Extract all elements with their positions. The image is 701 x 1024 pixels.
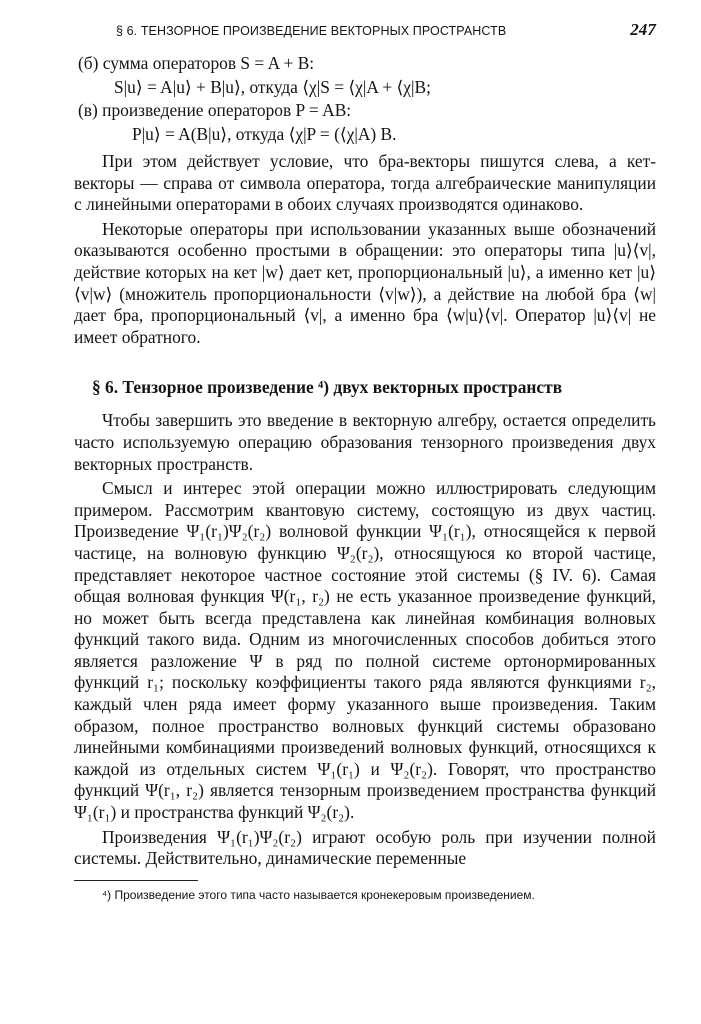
- paragraph-two-particle-example: Смысл и интерес этой операции можно иллюстрировать следующим примером. Рассмотрим квантовую систему, состоящую из двух частиц. Произведение Ψ₁(r₁)Ψ₂(r₂) волновой функции Ψ₁(r₁), относящейся к первой частице, на волновую функцию Ψ₂(r₂), относящуюся ко второй частице, представляет некоторое частное состояние этой системы (§ IV. 6). Самая общая волновая функция Ψ(r₁, r₂) не есть указанное произведение функций, но может быть всегда представлена как линейная комбинация волновых функций такого вида. Одним из многочисленных способов добиться этого является разложение Ψ в ряд по полной системе ортонормированных функций r₁; поскольку коэффициенты такого ряда являются функциями r₂, каждый член ряда имеет форму указанного выше произведения. Таким образом, полное пространство волновых функций системы образовано линейными комбинациями произведений волновых функций, относящихся к каждой из отдельных систем Ψ₁(r₁) и Ψ₂(r₂). Говорят, что пространство функций Ψ(r₁, r₂) является тензорным произведением пространства функций Ψ₁(r₁) и пространства функций Ψ₂(r₂).: [74, 478, 656, 823]
- section-heading: § 6. Тензорное произведение ⁴) двух векторных пространств: [92, 377, 563, 398]
- formula-item-b: (б) сумма операторов S = A + B:: [78, 53, 315, 73]
- running-head-title: § 6. ТЕНЗОРНОЕ ПРОИЗВЕДЕНИЕ ВЕКТОРНЫХ ПРОСТРАНСТВ: [116, 24, 507, 38]
- running-head: [74, 16, 656, 42]
- formula-product-equation: P|u⟩ = A(B|u⟩, откуда ⟨χ|P = (⟨χ|A) B.: [132, 123, 397, 144]
- paragraph-intro-tensor-product: Чтобы завершить это введение в векторную алгебру, остается определить часто используемую операцию образования тензорного произведения двух векторных пространств.: [74, 410, 656, 474]
- page-number: 247: [630, 20, 656, 39]
- formula-sum-equation: S|u⟩ = A|u⟩ + B|u⟩, откуда ⟨χ|S = ⟨χ|A + ⟨χ|B;: [114, 76, 431, 97]
- formula-item-c: (в) произведение операторов P = AB:: [78, 100, 352, 120]
- footnote: ⁴) Произведение этого типа часто называется кронекеровым произведением.: [102, 887, 535, 902]
- paragraph-bra-ket-rule: При этом действует условие, что бра-векторы пишутся слева, а кет-векторы — справа от символа оператора, тогда алгебраические манипуляции с линейными операторами в обоих случаях производятся одинаково.: [74, 151, 656, 215]
- paragraph-products-role: Произведения Ψ₁(r₁)Ψ₂(r₂) играют особую роль при изучении полной системы. Действительно, динамические переменные: [74, 826, 656, 869]
- operator-formulas: [74, 52, 656, 146]
- paragraph-simple-operators: Некоторые операторы при использовании указанных выше обозначений оказываются особенно простыми в обращении: это операторы типа |u⟩⟨v|, действие которых на кет |w⟩ дает кет, пропорциональный |u⟩, а именно кет |u⟩⟨v|w⟩ (множитель пропорциональности ⟨v|w⟩), а действие на любой бра ⟨w| дает бра, пропорциональный ⟨v|, а именно бра ⟨w|u⟩⟨v|. Оператор |u⟩⟨v| не имеет обратного.: [74, 218, 656, 347]
- page: [74, 16, 656, 903]
- footnote-divider: [74, 880, 198, 881]
